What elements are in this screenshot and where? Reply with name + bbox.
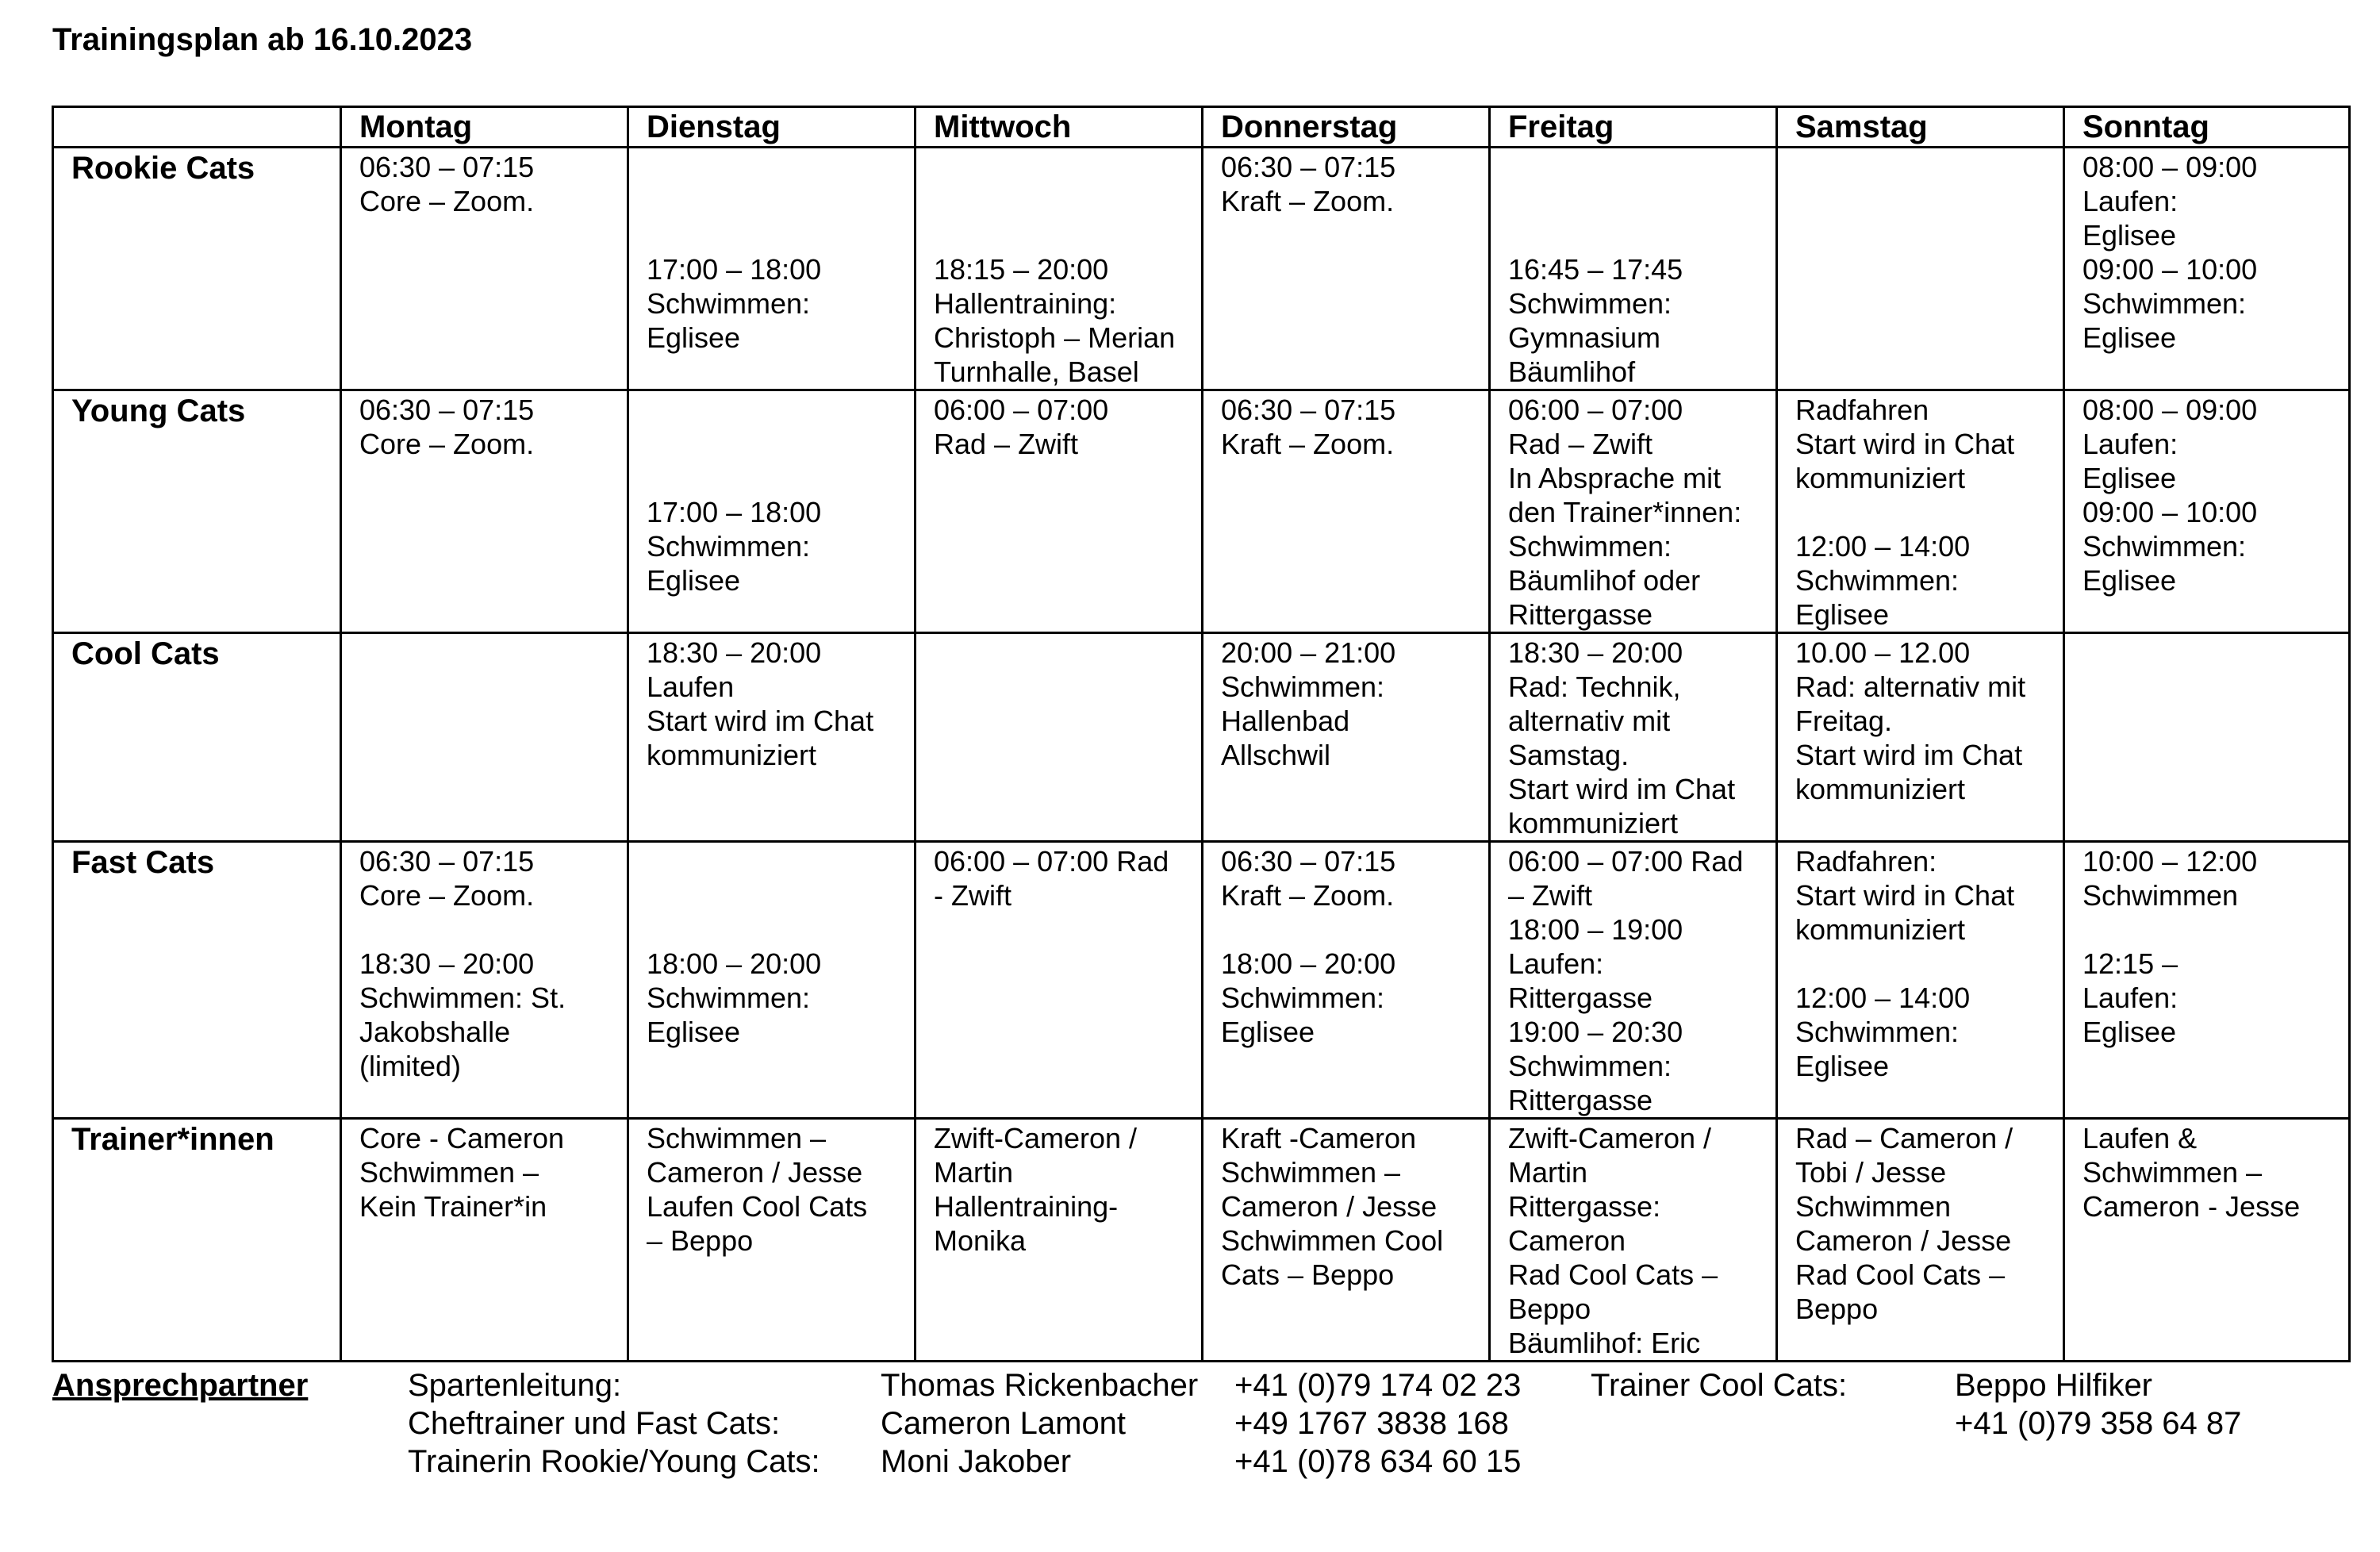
page-title: Trainingsplan ab 16.10.2023: [52, 22, 473, 57]
schedule-cell: 18:30 – 20:00 Laufen Start wird im Chat kommuniziert: [628, 633, 916, 842]
schedule-cell: 18:00 – 20:00 Schwimmen: Eglisee: [628, 842, 916, 1119]
schedule-cell: 08:00 – 09:00 Laufen: Eglisee 09:00 – 10:00 Schwimmen: Eglisee: [2064, 390, 2350, 633]
schedule-cell: 10:00 – 12:00 Schwimmen 12:15 – Laufen: Eglisee: [2064, 842, 2350, 1119]
trainer-cell: Laufen & Schwimmen – Cameron - Jesse: [2064, 1119, 2350, 1362]
contacts-section: [0, 1366, 2380, 1493]
schedule-cell: 17:00 – 18:00 Schwimmen: Eglisee: [628, 390, 916, 633]
schedule-cell: 06:00 – 07:00 Rad – Zwift: [916, 390, 1203, 633]
trainer-cell: Zwift-Cameron / Martin Hallentraining- Monika: [916, 1119, 1203, 1362]
schedule-cell: 06:00 – 07:00 Rad - Zwift: [916, 842, 1203, 1119]
cool-cats-trainer-contact: Beppo Hilfiker +41 (0)79 358 64 87: [1955, 1368, 2242, 1441]
day-header: Dienstag: [628, 107, 916, 148]
schedule-cell: 06:30 – 07:15 Core – Zoom.: [341, 148, 628, 390]
table-row: [53, 1119, 2350, 1362]
table-row: [53, 842, 2350, 1119]
day-header: Donnerstag: [1203, 107, 1490, 148]
table-row: [53, 148, 2350, 390]
schedule-cell: 06:30 – 07:15 Core – Zoom.: [341, 390, 628, 633]
schedule-cell: Radfahren Start wird in Chat kommuniziert 12:00 – 14:00 Schwimmen: Eglisee: [1777, 390, 2064, 633]
day-header: Freitag: [1490, 107, 1777, 148]
training-schedule-table: [52, 106, 2351, 1362]
schedule-cell: 20:00 – 21:00 Schwimmen: Hallenbad Allschwil: [1203, 633, 1490, 842]
corner-cell: [53, 107, 341, 148]
header-row: [53, 107, 2350, 148]
contacts-heading: Ansprechpartner: [52, 1368, 309, 1403]
schedule-cell: [916, 633, 1203, 842]
trainer-cell: Core - Cameron Schwimmen – Kein Trainer*in: [341, 1119, 628, 1362]
table-row: [53, 390, 2350, 633]
schedule-cell: 08:00 – 09:00 Laufen: Eglisee 09:00 – 10:00 Schwimmen: Eglisee: [2064, 148, 2350, 390]
schedule-cell: 18:15 – 20:00 Hallentraining: Christoph – Merian Turnhalle, Basel: [916, 148, 1203, 390]
day-header: Mittwoch: [916, 107, 1203, 148]
day-header: Montag: [341, 107, 628, 148]
trainer-cell: Kraft -Cameron Schwimmen – Cameron / Jesse Schwimmen Cool Cats – Beppo: [1203, 1119, 1490, 1362]
schedule-cell: 06:30 – 07:15 Kraft – Zoom.: [1203, 148, 1490, 390]
schedule-cell: 10.00 – 12.00 Rad: alternativ mit Freitag. Start wird im Chat kommuniziert: [1777, 633, 2064, 842]
schedule-cell: 06:00 – 07:00 Rad – Zwift 18:00 – 19:00 Laufen: Rittergasse 19:00 – 20:30 Schwimmen: Rittergasse: [1490, 842, 1777, 1119]
schedule-cell: Radfahren: Start wird in Chat kommuniziert 12:00 – 14:00 Schwimmen: Eglisee: [1777, 842, 2064, 1119]
trainer-cell: Schwimmen – Cameron / Jesse Laufen Cool Cats – Beppo: [628, 1119, 916, 1362]
schedule-cell: 18:30 – 20:00 Rad: Technik, alternativ mit Samstag. Start wird im Chat kommuniziert: [1490, 633, 1777, 842]
cool-cats-trainer-role: Trainer Cool Cats:: [1591, 1368, 1848, 1403]
table-row: [53, 633, 2350, 842]
schedule-cell: 06:30 – 07:15 Kraft – Zoom.: [1203, 390, 1490, 633]
group-label: Young Cats: [53, 390, 341, 633]
trainer-cell: Zwift-Cameron / Martin Rittergasse: Cameron Rad Cool Cats – Beppo Bäumlihof: Eric: [1490, 1119, 1777, 1362]
contact-roles: Spartenleitung: Cheftrainer und Fast Cats: Trainerin Rookie/Young Cats:: [408, 1368, 820, 1479]
trainer-cell: Rad – Cameron / Tobi / Jesse Schwimmen Cameron / Jesse Rad Cool Cats – Beppo: [1777, 1119, 2064, 1362]
schedule-cell: 06:00 – 07:00 Rad – Zwift In Absprache mit den Trainer*innen: Schwimmen: Bäumlihof oder Rittergasse: [1490, 390, 1777, 633]
group-label: Trainer*innen: [53, 1119, 341, 1362]
group-label: Fast Cats: [53, 842, 341, 1119]
schedule-cell: [1777, 148, 2064, 390]
day-header: Sonntag: [2064, 107, 2350, 148]
group-label: Rookie Cats: [53, 148, 341, 390]
contact-phones: +41 (0)79 174 02 23 +49 1767 3838 168 +41 (0)78 634 60 15: [1234, 1368, 1522, 1479]
schedule-cell: [341, 633, 628, 842]
day-header: Samstag: [1777, 107, 2064, 148]
contact-names: Thomas Rickenbacher Cameron Lamont Moni Jakober: [881, 1368, 1199, 1479]
schedule-cell: [2064, 633, 2350, 842]
group-label: Cool Cats: [53, 633, 341, 842]
schedule-cell: 16:45 – 17:45 Schwimmen: Gymnasium Bäumlihof: [1490, 148, 1777, 390]
schedule-cell: 06:30 – 07:15 Kraft – Zoom. 18:00 – 20:00 Schwimmen: Eglisee: [1203, 842, 1490, 1119]
schedule-cell: 17:00 – 18:00 Schwimmen: Eglisee: [628, 148, 916, 390]
schedule-cell: 06:30 – 07:15 Core – Zoom. 18:30 – 20:00 Schwimmen: St. Jakobshalle (limited): [341, 842, 628, 1119]
